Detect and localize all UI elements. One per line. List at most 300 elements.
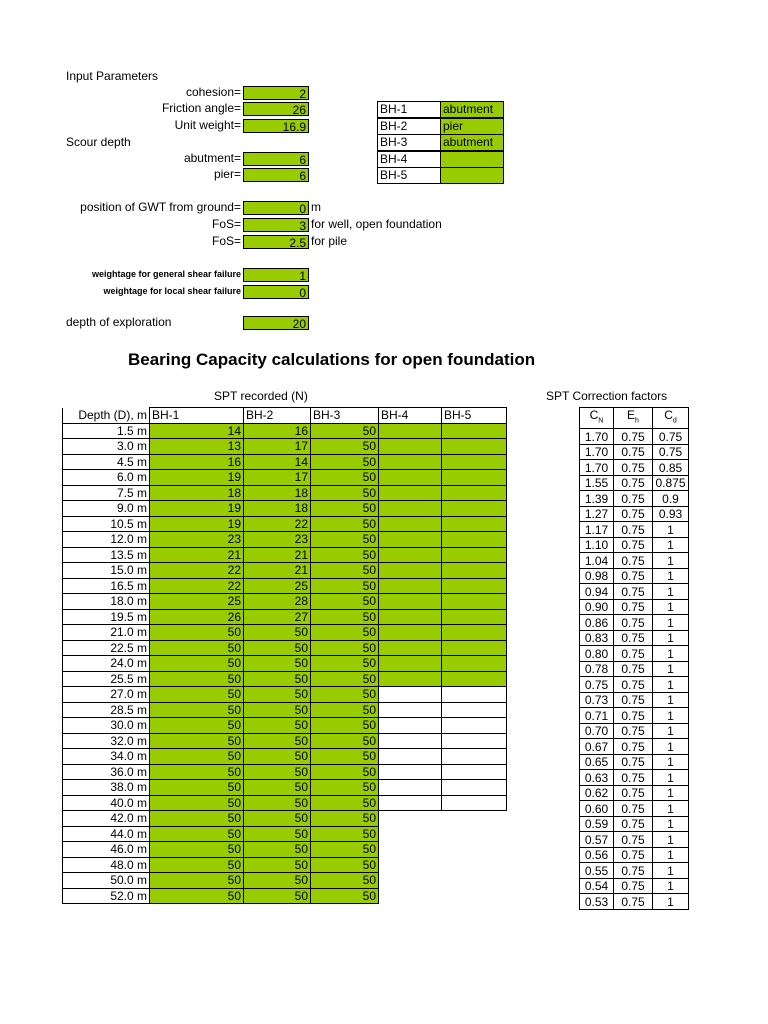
spt-value-cell[interactable]: 18 xyxy=(150,485,244,501)
correction-value-cell: 1 xyxy=(653,661,689,677)
depth-cell: 21.0 m xyxy=(63,625,150,641)
correction-value-cell: 0.75 xyxy=(614,475,653,491)
correction-value-cell: 1 xyxy=(653,599,689,615)
spt-value-cell[interactable] xyxy=(442,470,507,486)
fos-pile-input[interactable]: 2.5 xyxy=(243,235,309,249)
spt-value-cell[interactable] xyxy=(379,826,442,842)
spt-value-cell[interactable]: 21 xyxy=(244,547,311,563)
spt-value-cell[interactable]: 22 xyxy=(244,516,311,532)
spt-value-cell[interactable] xyxy=(379,501,442,517)
correction-value-cell: 1 xyxy=(653,553,689,569)
spt-value-cell[interactable]: 50 xyxy=(311,656,379,672)
correction-value-cell: 1 xyxy=(653,677,689,693)
correction-value-cell: 0.60 xyxy=(580,801,614,817)
exploration-input[interactable]: 20 xyxy=(243,316,309,330)
spt-value-cell[interactable]: 17 xyxy=(244,470,311,486)
spt-value-cell[interactable]: 50 xyxy=(244,640,311,656)
fos-pile-note: for pile xyxy=(311,234,348,248)
spt-value-cell[interactable]: 50 xyxy=(244,733,311,749)
table-row xyxy=(580,553,689,569)
spt-value-cell[interactable] xyxy=(379,516,442,532)
column-header: BH-5 xyxy=(442,408,507,424)
correction-value-cell: 0.75 xyxy=(614,646,653,662)
correction-header-row xyxy=(580,408,689,429)
correction-value-cell: 0.75 xyxy=(614,584,653,600)
spt-value-cell[interactable] xyxy=(379,842,442,858)
correction-value-cell: 1 xyxy=(653,770,689,786)
spt-value-cell[interactable]: 50 xyxy=(150,718,244,734)
spt-value-cell[interactable] xyxy=(442,764,507,780)
table-row xyxy=(63,609,507,625)
gwt-input[interactable]: 0 xyxy=(243,201,309,215)
column-header xyxy=(653,408,689,429)
spt-value-cell[interactable]: 50 xyxy=(150,857,244,873)
gwt-unit: m xyxy=(311,200,321,214)
spt-value-cell[interactable]: 50 xyxy=(311,671,379,687)
spt-value-cell[interactable]: 50 xyxy=(150,687,244,703)
spt-value-cell[interactable] xyxy=(442,857,507,873)
table-row xyxy=(63,795,507,811)
spt-value-cell[interactable] xyxy=(379,423,442,439)
table-row xyxy=(580,708,689,724)
correction-value-cell: 0.75 xyxy=(614,630,653,646)
spt-value-cell[interactable] xyxy=(442,656,507,672)
spt-value-cell[interactable] xyxy=(442,718,507,734)
correction-value-cell: 1.39 xyxy=(580,491,614,507)
table-row xyxy=(63,671,507,687)
spt-value-cell[interactable]: 50 xyxy=(311,625,379,641)
spt-value-cell[interactable] xyxy=(379,888,442,904)
correction-value-cell: 1 xyxy=(653,584,689,600)
spt-value-cell[interactable] xyxy=(442,749,507,765)
spt-value-cell[interactable]: 50 xyxy=(311,764,379,780)
gwt-label: position of GWT from ground= xyxy=(80,200,241,214)
unit-weight-input[interactable]: 16.9 xyxy=(243,119,309,133)
input-parameters-heading: Input Parameters xyxy=(66,69,159,83)
spt-value-cell[interactable]: 50 xyxy=(244,857,311,873)
spt-value-cell[interactable] xyxy=(379,640,442,656)
spt-value-cell[interactable]: 50 xyxy=(150,780,244,796)
spt-value-cell[interactable]: 28 xyxy=(244,594,311,610)
table-row xyxy=(63,532,507,548)
table-row xyxy=(580,801,689,817)
spt-value-cell[interactable] xyxy=(442,640,507,656)
spt-value-cell[interactable]: 50 xyxy=(311,873,379,889)
spt-value-cell[interactable]: 50 xyxy=(244,888,311,904)
spt-value-cell[interactable] xyxy=(442,547,507,563)
spt-value-cell[interactable]: 16 xyxy=(244,423,311,439)
spt-value-cell[interactable] xyxy=(379,811,442,827)
correction-value-cell: 0.55 xyxy=(580,863,614,879)
correction-value-cell: 1 xyxy=(653,801,689,817)
abutment-scour-input[interactable]: 6 xyxy=(243,152,309,166)
spt-value-cell[interactable] xyxy=(442,625,507,641)
spt-value-cell[interactable] xyxy=(442,485,507,501)
spt-value-cell[interactable]: 18 xyxy=(244,501,311,517)
correction-value-cell: 0.59 xyxy=(580,816,614,832)
spt-value-cell[interactable] xyxy=(379,485,442,501)
spt-value-cell[interactable]: 50 xyxy=(244,718,311,734)
spt-value-cell[interactable] xyxy=(379,733,442,749)
pier-label: pier= xyxy=(213,167,241,181)
table-row xyxy=(63,516,507,532)
correction-value-cell: 0.75 xyxy=(614,894,653,910)
depth-cell: 16.5 m xyxy=(63,578,150,594)
spt-value-cell[interactable]: 50 xyxy=(150,702,244,718)
spt-value-cell[interactable]: 50 xyxy=(150,640,244,656)
correction-value-cell: 0.67 xyxy=(580,739,614,755)
spt-value-cell[interactable] xyxy=(442,733,507,749)
spt-value-cell[interactable]: 50 xyxy=(311,687,379,703)
spt-value-cell[interactable]: 14 xyxy=(150,423,244,439)
spt-value-cell[interactable] xyxy=(442,671,507,687)
table-row xyxy=(63,888,507,904)
spt-value-cell[interactable]: 50 xyxy=(311,594,379,610)
correction-value-cell: 0.75 xyxy=(614,677,653,693)
correction-value-cell: 0.75 xyxy=(580,677,614,693)
correction-value-cell: 1 xyxy=(653,878,689,894)
spt-value-cell[interactable] xyxy=(442,578,507,594)
spt-value-cell[interactable]: 50 xyxy=(150,733,244,749)
spt-value-cell[interactable]: 50 xyxy=(150,842,244,858)
spt-value-cell[interactable] xyxy=(379,609,442,625)
borehole-name: BH-4 xyxy=(377,151,441,168)
spt-value-cell[interactable] xyxy=(442,439,507,455)
exploration-label: depth of exploration xyxy=(66,315,172,329)
spt-value-cell[interactable] xyxy=(379,857,442,873)
spt-value-cell[interactable]: 50 xyxy=(244,749,311,765)
correction-value-cell: 0.56 xyxy=(580,847,614,863)
correction-value-cell: 0.75 xyxy=(614,429,653,445)
spt-value-cell[interactable] xyxy=(379,656,442,672)
spt-value-cell[interactable] xyxy=(379,718,442,734)
spt-value-cell[interactable]: 50 xyxy=(311,857,379,873)
table-row xyxy=(63,454,507,470)
table-row xyxy=(63,563,507,579)
spt-value-cell[interactable]: 21 xyxy=(244,563,311,579)
spt-value-cell[interactable]: 50 xyxy=(311,780,379,796)
table-row xyxy=(580,739,689,755)
spt-value-cell[interactable] xyxy=(442,795,507,811)
table-row xyxy=(580,677,689,693)
spt-value-cell[interactable]: 50 xyxy=(150,625,244,641)
pier-scour-input[interactable]: 6 xyxy=(243,168,309,182)
spt-value-cell[interactable] xyxy=(379,532,442,548)
spt-value-cell[interactable]: 14 xyxy=(244,454,311,470)
spt-value-cell[interactable]: 22 xyxy=(150,563,244,579)
spt-value-cell[interactable] xyxy=(379,795,442,811)
spt-value-cell[interactable]: 18 xyxy=(244,485,311,501)
spt-value-cell[interactable]: 50 xyxy=(311,439,379,455)
spt-value-cell[interactable]: 50 xyxy=(150,888,244,904)
depth-cell: 12.0 m xyxy=(63,532,150,548)
table-row xyxy=(580,491,689,507)
spt-value-cell[interactable]: 50 xyxy=(244,842,311,858)
correction-value-cell: 0.9 xyxy=(653,491,689,507)
correction-value-cell: 1 xyxy=(653,754,689,770)
spt-value-cell[interactable]: 50 xyxy=(244,702,311,718)
spt-value-cell[interactable]: 25 xyxy=(244,578,311,594)
spt-value-cell[interactable]: 50 xyxy=(311,749,379,765)
spt-value-cell[interactable] xyxy=(442,563,507,579)
spt-value-cell[interactable]: 26 xyxy=(150,609,244,625)
spt-value-cell[interactable]: 50 xyxy=(150,656,244,672)
correction-value-cell: 0.75 xyxy=(614,615,653,631)
spt-value-cell[interactable]: 50 xyxy=(311,609,379,625)
spt-value-cell[interactable] xyxy=(442,609,507,625)
depth-cell: 9.0 m xyxy=(63,501,150,517)
spt-value-cell[interactable] xyxy=(379,873,442,889)
table-row xyxy=(580,785,689,801)
friction-angle-input[interactable]: 26 xyxy=(243,102,309,116)
table-row xyxy=(580,832,689,848)
weightage-general-input[interactable]: 1 xyxy=(243,268,309,282)
spt-value-cell[interactable]: 50 xyxy=(311,578,379,594)
spt-value-cell[interactable] xyxy=(442,873,507,889)
weightage-local-label: weightage for local shear failure xyxy=(103,286,241,296)
spt-value-cell[interactable]: 50 xyxy=(311,470,379,486)
spt-value-cell[interactable]: 50 xyxy=(244,780,311,796)
spt-value-cell[interactable] xyxy=(379,780,442,796)
correction-value-cell: 0.75 xyxy=(614,522,653,538)
table-row xyxy=(63,687,507,703)
spt-value-cell[interactable] xyxy=(442,888,507,904)
borehole-type-input[interactable] xyxy=(440,151,504,168)
depth-cell: 27.0 m xyxy=(63,687,150,703)
correction-value-cell: 0.75 xyxy=(614,739,653,755)
correction-value-cell: 1 xyxy=(653,847,689,863)
correction-value-cell: 1.17 xyxy=(580,522,614,538)
borehole-type-input[interactable]: abutment xyxy=(440,101,504,118)
spt-value-cell[interactable] xyxy=(442,826,507,842)
spt-value-cell[interactable]: 50 xyxy=(244,671,311,687)
spt-value-cell[interactable]: 50 xyxy=(311,532,379,548)
borehole-type-input[interactable]: pier xyxy=(440,118,504,135)
spt-value-cell[interactable]: 13 xyxy=(150,439,244,455)
abutment-label: abutment= xyxy=(183,151,241,165)
spt-value-cell[interactable] xyxy=(442,454,507,470)
header-symbol: E xyxy=(627,408,636,422)
correction-value-cell: 0.57 xyxy=(580,832,614,848)
spt-value-cell[interactable]: 50 xyxy=(244,826,311,842)
table-row xyxy=(63,439,507,455)
spt-value-cell[interactable]: 50 xyxy=(244,795,311,811)
spt-value-cell[interactable]: 50 xyxy=(244,811,311,827)
depth-cell: 7.5 m xyxy=(63,485,150,501)
spt-value-cell[interactable]: 50 xyxy=(311,454,379,470)
correction-table xyxy=(579,407,689,910)
depth-cell: 22.5 m xyxy=(63,640,150,656)
table-row xyxy=(580,584,689,600)
spt-value-cell[interactable] xyxy=(442,501,507,517)
table-row xyxy=(63,423,507,439)
correction-value-cell: 0.75 xyxy=(614,878,653,894)
table-row xyxy=(63,702,507,718)
spt-value-cell[interactable]: 50 xyxy=(244,687,311,703)
spt-value-cell[interactable] xyxy=(442,780,507,796)
spt-value-cell[interactable] xyxy=(379,563,442,579)
correction-value-cell: 1 xyxy=(653,785,689,801)
spt-value-cell[interactable]: 50 xyxy=(244,625,311,641)
spt-value-cell[interactable]: 50 xyxy=(311,702,379,718)
correction-value-cell: 0.75 xyxy=(614,692,653,708)
spt-value-cell[interactable] xyxy=(379,470,442,486)
table-row xyxy=(580,615,689,631)
spt-value-cell[interactable]: 50 xyxy=(150,795,244,811)
column-header: BH-2 xyxy=(244,408,311,424)
correction-value-cell: 0.75 xyxy=(614,599,653,615)
table-row xyxy=(580,863,689,879)
fos-well-input[interactable]: 3 xyxy=(243,218,309,232)
correction-value-cell: 0.75 xyxy=(614,553,653,569)
depth-cell: 52.0 m xyxy=(63,888,150,904)
spt-value-cell[interactable]: 50 xyxy=(311,640,379,656)
spt-value-cell[interactable] xyxy=(379,687,442,703)
correction-value-cell: 1 xyxy=(653,816,689,832)
spt-value-cell[interactable]: 50 xyxy=(311,423,379,439)
correction-value-cell: 0.62 xyxy=(580,785,614,801)
spt-value-cell[interactable] xyxy=(442,842,507,858)
spt-value-cell[interactable]: 50 xyxy=(311,516,379,532)
depth-cell: 19.5 m xyxy=(63,609,150,625)
spt-value-cell[interactable]: 19 xyxy=(150,470,244,486)
spt-value-cell[interactable] xyxy=(379,671,442,687)
spt-value-cell[interactable]: 19 xyxy=(150,501,244,517)
spt-value-cell[interactable] xyxy=(442,811,507,827)
spt-value-cell[interactable] xyxy=(379,594,442,610)
column-header: BH-3 xyxy=(311,408,379,424)
header-symbol: C xyxy=(589,408,599,422)
scour-depth-heading: Scour depth xyxy=(66,135,131,149)
spt-value-cell[interactable]: 50 xyxy=(311,795,379,811)
table-row xyxy=(63,826,507,842)
table-row xyxy=(580,754,689,770)
depth-cell: 3.0 m xyxy=(63,439,150,455)
spt-value-cell[interactable]: 50 xyxy=(311,826,379,842)
depth-cell: 48.0 m xyxy=(63,857,150,873)
depth-cell: 46.0 m xyxy=(63,842,150,858)
spt-caption: SPT recorded (N) xyxy=(214,389,308,403)
spt-value-cell[interactable]: 50 xyxy=(150,671,244,687)
spt-value-cell[interactable]: 50 xyxy=(311,547,379,563)
correction-value-cell: 0.75 xyxy=(614,847,653,863)
correction-value-cell: 0.75 xyxy=(614,444,653,460)
borehole-name: BH-3 xyxy=(377,134,441,151)
spt-value-cell[interactable] xyxy=(379,625,442,641)
correction-value-cell: 0.75 xyxy=(614,770,653,786)
spt-value-cell[interactable] xyxy=(379,749,442,765)
spt-value-cell[interactable]: 50 xyxy=(150,811,244,827)
spt-value-cell[interactable] xyxy=(379,702,442,718)
spt-value-cell[interactable]: 50 xyxy=(311,811,379,827)
spt-value-cell[interactable]: 21 xyxy=(150,547,244,563)
correction-value-cell: 1 xyxy=(653,832,689,848)
depth-cell: 42.0 m xyxy=(63,811,150,827)
spt-value-cell[interactable]: 23 xyxy=(150,532,244,548)
spt-value-cell[interactable]: 19 xyxy=(150,516,244,532)
spt-value-cell[interactable]: 50 xyxy=(244,764,311,780)
spt-value-cell[interactable]: 50 xyxy=(150,749,244,765)
header-symbol: C xyxy=(664,408,673,422)
borehole-type-input[interactable] xyxy=(440,167,504,184)
spt-value-cell[interactable]: 50 xyxy=(150,873,244,889)
spt-value-cell[interactable] xyxy=(442,423,507,439)
cohesion-input[interactable]: 2 xyxy=(243,86,309,100)
table-row xyxy=(63,656,507,672)
spt-value-cell[interactable]: 50 xyxy=(311,501,379,517)
spt-value-cell[interactable]: 50 xyxy=(311,718,379,734)
table-row xyxy=(63,873,507,889)
spt-value-cell[interactable]: 22 xyxy=(150,578,244,594)
spt-value-cell[interactable]: 25 xyxy=(150,594,244,610)
spt-value-cell[interactable] xyxy=(442,532,507,548)
correction-value-cell: 0.71 xyxy=(580,708,614,724)
correction-value-cell: 0.875 xyxy=(653,475,689,491)
spt-value-cell[interactable] xyxy=(379,439,442,455)
spt-value-cell[interactable]: 50 xyxy=(150,826,244,842)
correction-value-cell: 0.63 xyxy=(580,770,614,786)
spt-value-cell[interactable] xyxy=(442,702,507,718)
spt-value-cell[interactable] xyxy=(442,687,507,703)
correction-value-cell: 1.70 xyxy=(580,460,614,476)
column-header: BH-4 xyxy=(379,408,442,424)
table-row xyxy=(63,470,507,486)
table-row xyxy=(580,692,689,708)
spt-value-cell[interactable]: 17 xyxy=(244,439,311,455)
depth-cell: 28.5 m xyxy=(63,702,150,718)
spt-value-cell[interactable] xyxy=(442,594,507,610)
spt-value-cell[interactable]: 50 xyxy=(311,888,379,904)
spt-value-cell[interactable]: 16 xyxy=(150,454,244,470)
correction-value-cell: 1 xyxy=(653,894,689,910)
spt-value-cell[interactable] xyxy=(379,547,442,563)
spt-value-cell[interactable] xyxy=(442,516,507,532)
table-row xyxy=(580,723,689,739)
borehole-type-input[interactable]: abutment xyxy=(440,134,504,151)
depth-cell: 10.5 m xyxy=(63,516,150,532)
table-row xyxy=(63,842,507,858)
table-row xyxy=(580,506,689,522)
spt-value-cell[interactable]: 50 xyxy=(311,842,379,858)
spt-value-cell[interactable] xyxy=(379,454,442,470)
weightage-general-label: weightage for general shear failure xyxy=(91,269,241,279)
spt-value-cell[interactable]: 50 xyxy=(244,873,311,889)
spt-value-cell[interactable]: 23 xyxy=(244,532,311,548)
header-subscript: h xyxy=(635,417,639,425)
borehole-name: BH-2 xyxy=(377,118,441,135)
spt-value-cell[interactable]: 27 xyxy=(244,609,311,625)
table-row xyxy=(580,444,689,460)
correction-value-cell: 0.73 xyxy=(580,692,614,708)
column-header xyxy=(614,408,653,429)
spt-value-cell[interactable]: 50 xyxy=(150,764,244,780)
spt-value-cell[interactable]: 50 xyxy=(311,563,379,579)
table-row xyxy=(63,547,507,563)
correction-value-cell: 0.93 xyxy=(653,506,689,522)
spt-value-cell[interactable]: 50 xyxy=(311,733,379,749)
spt-value-cell[interactable]: 50 xyxy=(244,656,311,672)
spt-value-cell[interactable] xyxy=(379,578,442,594)
spt-value-cell[interactable]: 50 xyxy=(311,485,379,501)
table-row xyxy=(63,485,507,501)
depth-cell: 44.0 m xyxy=(63,826,150,842)
table-row xyxy=(63,625,507,641)
depth-cell: 30.0 m xyxy=(63,718,150,734)
spt-value-cell[interactable] xyxy=(379,764,442,780)
table-row xyxy=(63,640,507,656)
weightage-local-input[interactable]: 0 xyxy=(243,285,309,299)
header-subscript: d xyxy=(672,417,677,425)
